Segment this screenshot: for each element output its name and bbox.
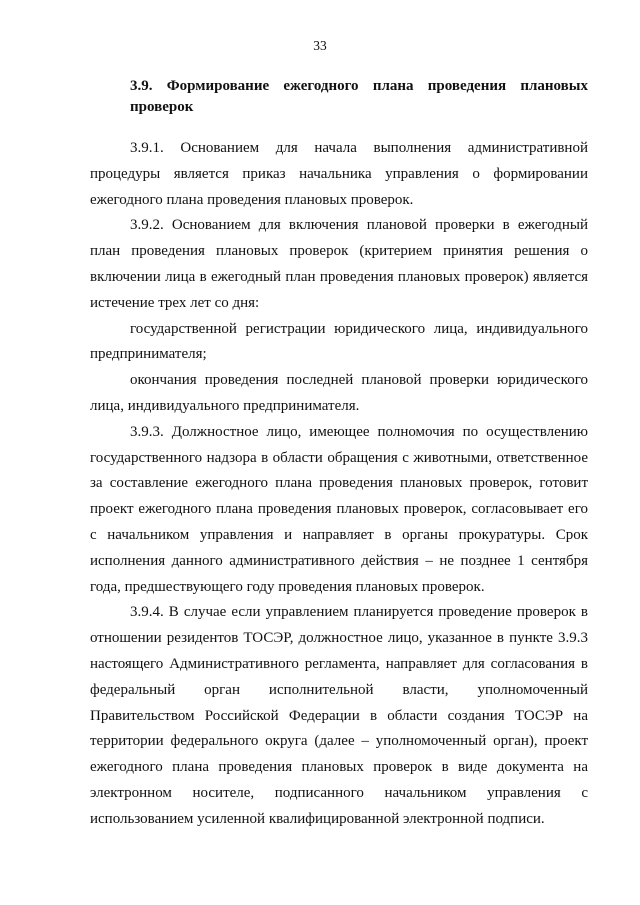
paragraph-3-9-4: 3.9.4. В случае если управлением планируется проведение проверок в отношении резидентов ТОСЭР, должностное лицо, указанное в пункте 3.9.3 настоящего Административного регламента, направляет для согласования в федеральный орган исполнительной власти, уполномоченный Правительством Российской Федерации в области создания ТОСЭР на территории федерального округа (далее – уполномоченный орган), проект ежегодного плана проведения плановых проверок в виде документа на электронном носителе, подписанного начальником управления с использованием усиленной квалифицированной электронной подписи. — [90, 604, 588, 827]
section-heading: 3.9. Формирование ежегодного плана проведения плановых проверок — [130, 78, 588, 115]
paragraph-3-9-1: 3.9.1. Основанием для начала выполнения административной процедуры является приказ начальника управления о формировании ежегодного плана проведения плановых проверок. — [90, 140, 588, 208]
document-body — [90, 136, 588, 833]
page-number: 33 — [313, 38, 327, 53]
paragraph-criterion-last-inspection: окончания проведения последней плановой проверки юридического лица, индивидуального предпринимателя. — [90, 372, 588, 414]
paragraph-3-9-3: 3.9.3. Должностное лицо, имеющее полномочия по осуществлению государственного надзора в области обращения с животными, ответственное за составление ежегодного плана проведения плановых проверок, готовит проект ежегодного плана проведения плановых проверок, согласовывает его с начальником управления и направляет в органы прокуратуры. Срок исполнения данного административного действия – не позднее 1 сентября года, предшествующего году проведения плановых проверок. — [90, 423, 588, 595]
paragraph-3-9-2: 3.9.2. Основанием для включения плановой проверки в ежегодный план проведения плановых проверок (критерием принятия решения о включении лица в ежегодный план проведения плановых проверок) является истечение трех лет со дня: — [90, 217, 588, 311]
paragraph-criterion-registration: государственной регистрации юридического лица, индивидуального предпринимателя; — [90, 320, 588, 363]
